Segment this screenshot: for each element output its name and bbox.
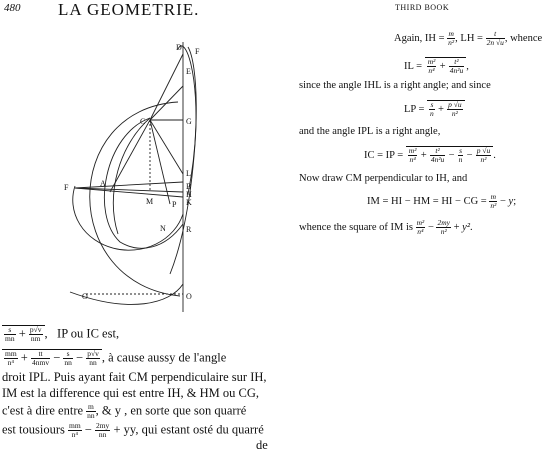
label-F: F: [64, 183, 69, 192]
running-head: THIRD BOOK: [395, 3, 450, 12]
page-number: 480: [4, 2, 21, 14]
text-angle-ipl: and the angle IPL is a right angle,: [299, 126, 441, 137]
label-R: R: [186, 225, 192, 234]
eq-im: IM = HI − HM = HI − CG = $\frac{m}{\text{n²}}$ − y;: [367, 192, 517, 210]
label-E: E: [186, 67, 191, 76]
text-line-1: $\frac{s}{mn}$ + $\frac{p√v}{nm}$ , IP ou IC est,: [2, 325, 119, 343]
geometry-figure: [0, 14, 290, 314]
label-F-top: F: [195, 47, 200, 56]
label-C: C: [140, 117, 146, 126]
label-M: M: [146, 197, 154, 206]
eq-il: IL = $\frac{\text{m²}}{\text{n⁴}}$ + $\frac{\text{t²}}{\text{4n²u}}$ ,: [404, 57, 469, 75]
label-L: L: [186, 169, 191, 178]
text-draw-cm: Now draw CM perpendicular to IH, and: [299, 173, 468, 184]
right-page: [292, 0, 553, 454]
text-line-3: droit IPL. Puis ayant fait CM perpendiculaire sur IH,: [2, 370, 267, 384]
label-D: D: [176, 43, 182, 52]
label-P: P: [172, 200, 177, 209]
label-O: O: [82, 292, 88, 301]
label-G: G: [186, 117, 192, 126]
running-title: LA GEOMETRIE.: [58, 0, 200, 19]
label-N: N: [160, 224, 166, 233]
text-line-5: c'est à dire entre $\frac{m}{nn}$ , & y , en sorte que son quarré: [2, 402, 247, 420]
text-line-6: est tousiours $\frac{mm}{\text{n⁴}}$ − $\frac{2my}{nn}$ + yy, qui estant osté du quarré: [2, 421, 264, 439]
label-H: H: [186, 190, 192, 199]
eq-lp: LP = $\frac{s}{n}$ + $\frac{p √u}{\text{n²}}$: [404, 100, 465, 118]
text-line-4: IM est la difference qui est entre IH, & HM ou CG,: [2, 386, 259, 400]
label-B: B: [186, 182, 192, 191]
text-square-im: whence the square of IM is $\frac{\text{m²}}{\text{n⁴}}$ − $\frac{2my}{\text{n²}}$ + y².: [299, 218, 473, 236]
label-Q: O: [186, 292, 192, 301]
text-since-ihl: since the angle IHL is a right angle; and since: [299, 80, 491, 91]
eq-ih-lh: Again, IH = $\frac{m}{\text{n²}}$ , LH = $\frac{t}{2n √u}$ , whence: [394, 29, 543, 47]
eq-ic-ip: IC = IP = $\frac{\text{m²}}{\text{n⁴}}$ + $\frac{\text{t²}}{\text{4n²u}}$ − $\frac{s}{n}$ − $\frac{p √u}{\text{n²}}$ .: [364, 146, 496, 164]
text-line-7: de: [256, 438, 268, 452]
label-K: K: [186, 198, 192, 207]
text-line-2: $\frac{mm}{\text{n⁴}}$ + $\frac{tt}{\text{4nmv}}$ − $\frac{s}{nn}$ − $\frac{p√v}{nn}$ , à cause aussy de l'angle: [2, 349, 226, 367]
label-A: A: [100, 179, 106, 188]
